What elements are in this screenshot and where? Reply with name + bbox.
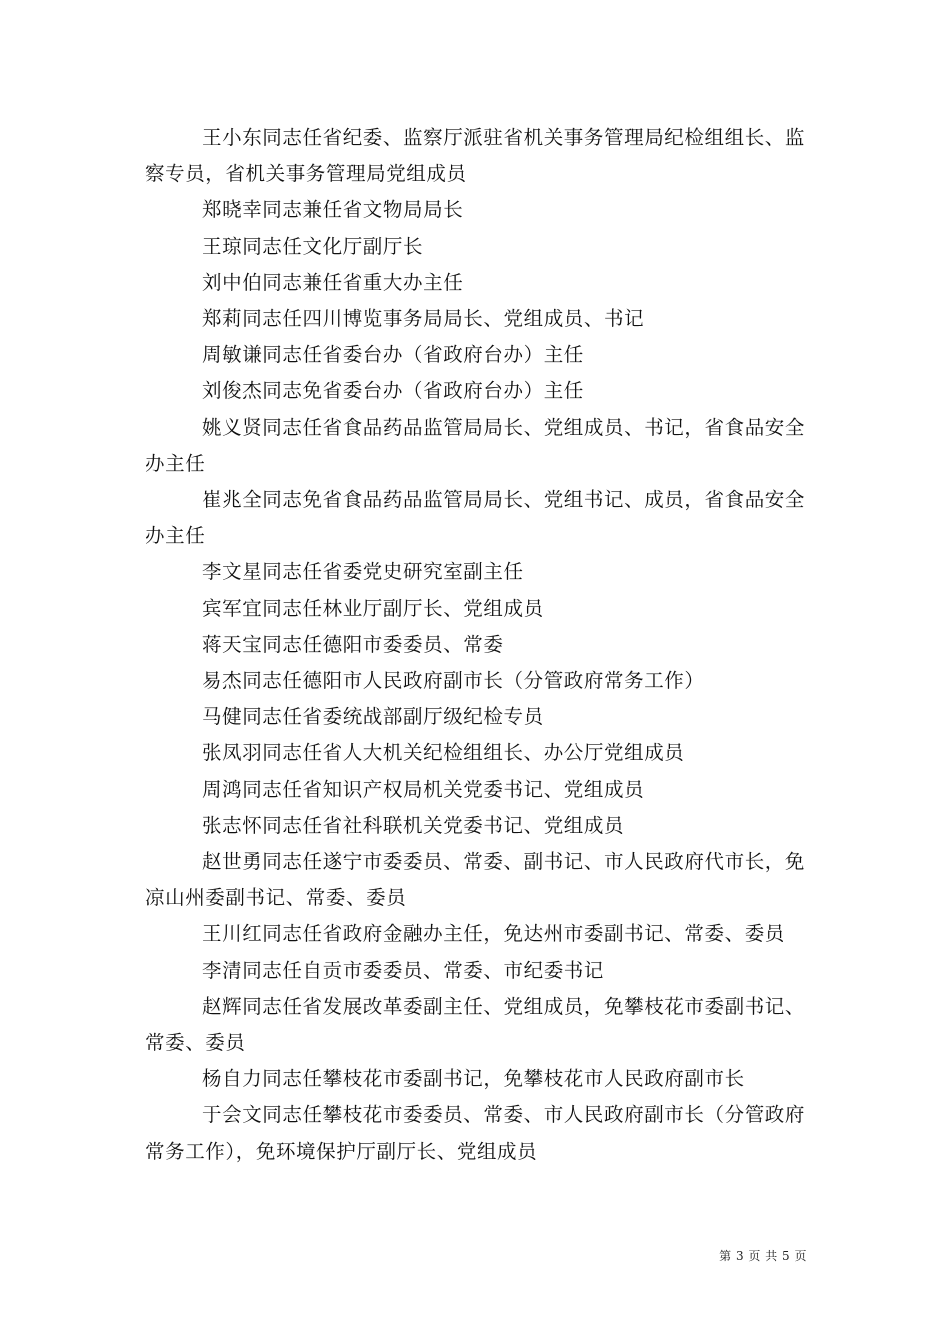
paragraph: 姚义贤同志任省食品药品监管局局长、党组成员、书记，省食品安全办主任	[145, 415, 806, 475]
paragraph: 王川红同志任省政府金融办主任，免达州市委副书记、常委、委员	[202, 922, 785, 946]
paragraph: 赵辉同志任省发展改革委副主任、党组成员，免攀枝花市委副书记、常委、委员	[145, 994, 806, 1055]
document-body	[145, 120, 807, 1170]
paragraph: 张凤羽同志任省人大机关纪检组组长、办公厅党组成员	[202, 741, 685, 765]
paragraph: 于会文同志任攀枝花市委委员、常委、市人民政府副市长（分管政府常务工作），免环境保护厅副厅长、党组成员	[145, 1103, 806, 1163]
paragraph: 易杰同志任德阳市人民政府副市长（分管政府常务工作）	[202, 669, 705, 693]
paragraph: 蒋天宝同志任德阳市委委员、常委	[202, 632, 504, 656]
paragraph: 李文星同志任省委党史研究室副主任	[202, 560, 524, 584]
paragraph: 郑莉同志任四川博览事务局局长、党组成员、书记	[202, 307, 645, 331]
paragraph: 周鸿同志任省知识产权局机关党委书记、党组成员	[202, 777, 645, 801]
paragraph: 崔兆全同志免省食品药品监管局局长、党组书记、成员，省食品安全办主任	[145, 488, 806, 548]
paragraph: 马健同志任省委统战部副厅级纪检专员	[202, 705, 544, 729]
paragraph: 赵世勇同志任遂宁市委委员、常委、副书记、市人民政府代市长，免凉山州委副书记、常委、委员	[145, 850, 806, 910]
paragraph: 王琼同志任文化厅副厅长	[202, 234, 424, 258]
paragraph: 周敏谦同志任省委台办（省政府台办）主任	[202, 343, 584, 367]
paragraph: 刘中伯同志兼任省重大办主任	[202, 270, 464, 294]
page-number-footer: 第 3 页 共 5 页	[719, 1249, 807, 1263]
paragraph: 王小东同志任省纪委、监察厅派驻省机关事务管理局纪检组组长、监察专员，省机关事务管理局党组成员	[145, 126, 806, 186]
paragraph: 李清同志任自贡市委委员、常委、市纪委书记	[202, 958, 605, 982]
paragraph: 宾军宜同志任林业厅副厅长、党组成员	[202, 596, 544, 620]
paragraph: 杨自力同志任攀枝花市委副书记，免攀枝花市人民政府副市长	[202, 1067, 745, 1091]
paragraph: 张志怀同志任省社科联机关党委书记、党组成员	[202, 813, 625, 837]
paragraph: 郑晓幸同志兼任省文物局局长	[202, 198, 464, 222]
paragraph: 刘俊杰同志免省委台办（省政府台办）主任	[202, 379, 584, 403]
